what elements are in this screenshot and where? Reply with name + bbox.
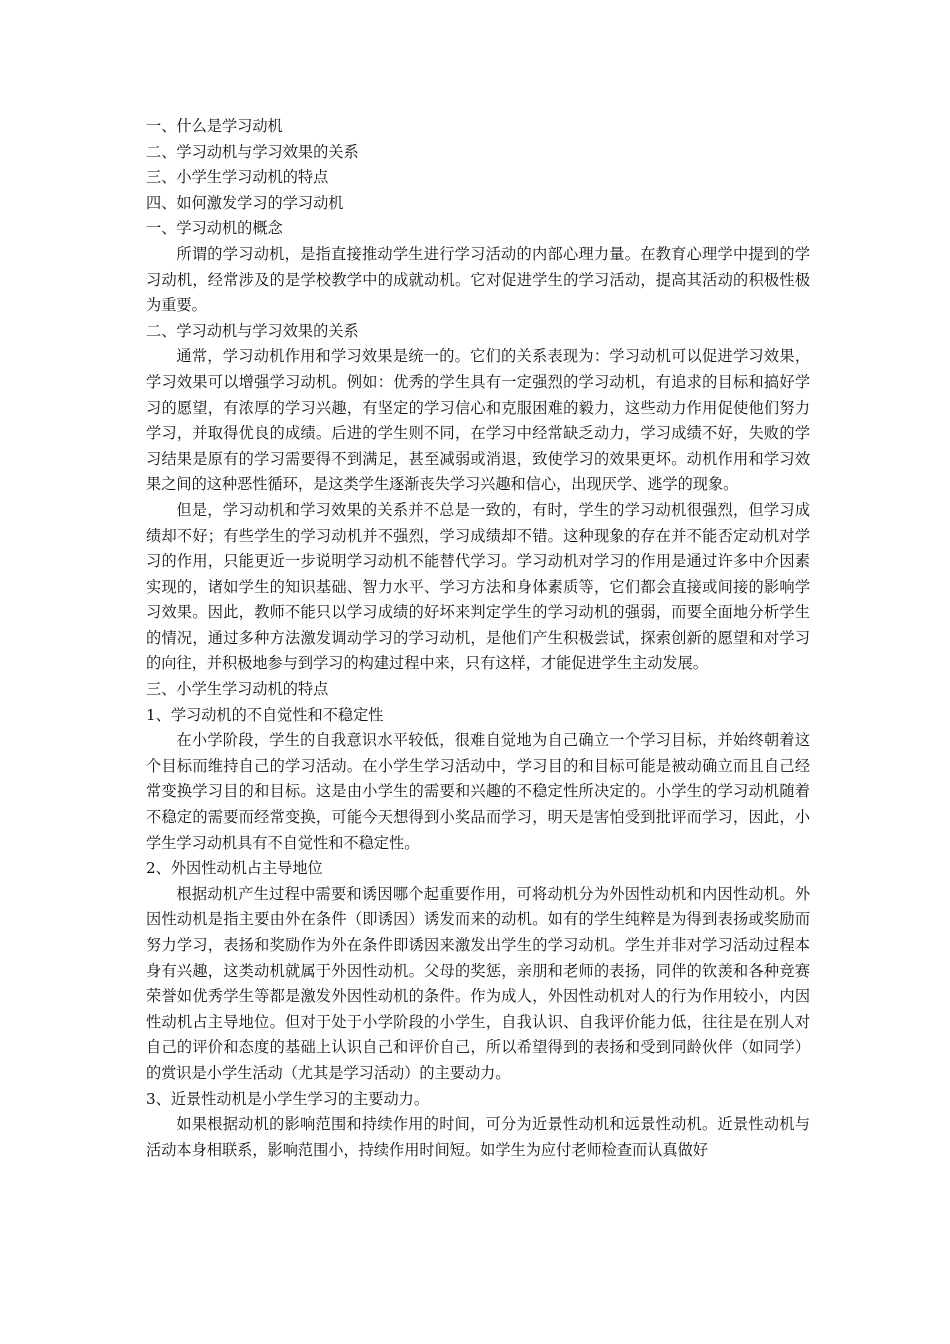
subsection-heading-2: 2、外因性动机占主导地位 xyxy=(146,859,323,878)
document-page xyxy=(146,114,810,1163)
subsection-heading-1: 1、学习动机的不自觉性和不稳定性 xyxy=(146,705,384,724)
subsection-1-paragraph-1: 在小学阶段，学生的自我意识水平较低，很难自觉地为自己确立一个学习目标，并始终朝着这个目标而维持自己的学习活动。在小学生学习活动中，学习目的和目标可能是被动确立而且自己经常变换学习目的和目标。这是由小学生的需要和兴趣的不稳定性所决定的。小学生的学习动机随着不稳定的需要而经常变换，可能今天想得到小奖品而学习，明天是害怕受到批评而学习，因此，小学生学习动机具有不自觉性和不稳定性。 xyxy=(146,731,810,852)
outline-item-1: 一、什么是学习动机 xyxy=(146,117,283,135)
section-2-paragraph-2: 但是，学习动机和学习效果的关系并不总是一致的，有时，学生的学习动机很强烈，但学习成绩却不好；有些学生的学习动机并不强烈，学习成绩却不错。这种现象的存在并不能否定动机对学习的作用，只能更近一步说明学习动机不能替代学习。学习动机对学习的作用是通过许多中介因素实现的，诸如学生的知识基础、智力水平、学习方法和身体素质等，它们都会直接或间接的影响学习效果。因此，教师不能只以学习成绩的好坏来判定学生的学习动机的强弱，而要全面地分析学生的情况，通过多种方法激发调动学习的学习动机，是他们产生积极尝试，探索创新的愿望和对学习的向往，并积极地参与到学习的构建过程中来，只有这样，才能促进学生主动发展。 xyxy=(146,500,810,673)
section-1-paragraph-1: 所谓的学习动机，是指直接推动学生进行学习活动的内部心理力量。在教育心理学中提到的学习动机，经常涉及的是学校教学中的成就动机。它对促进学生的学习活动，提高其活动的积极性极为重要。 xyxy=(146,244,810,315)
outline-item-2: 二、学习动机与学习效果的关系 xyxy=(146,142,359,161)
section-heading-2: 二、学习动机与学习效果的关系 xyxy=(146,321,359,340)
subsection-heading-3: 3、近景性动机是小学生学习的主要动力。 xyxy=(146,1089,430,1108)
section-heading-1: 一、学习动机的概念 xyxy=(146,219,283,238)
section-heading-3: 三、小学生学习动机的特点 xyxy=(146,680,329,699)
section-2-paragraph-1: 通常，学习动机作用和学习效果是统一的。它们的关系表现为：学习动机可以促进学习效果，学习效果可以增强学习动机。例如：优秀的学生具有一定强烈的学习动机，有追求的目标和搞好学习的愿望，有浓厚的学习兴趣，有坚定的学习信心和克服困难的毅力，这些动力作用促使他们努力学习，并取得优良的成绩。后进的学生则不同，在学习中经常缺乏动力，学习成绩不好，失败的学习结果是原有的学习需要得不到满足，甚至减弱或消退，致使学习的效果更坏。动机作用和学习效果之间的这种恶性循环，是这类学生逐渐丧失学习兴趣和信心，出现厌学、逃学的现象。 xyxy=(146,347,810,494)
subsection-2-paragraph-1: 根据动机产生过程中需要和诱因哪个起重要作用，可将动机分为外因性动机和内因性动机。外因性动机是指主要由外在条件（即诱因）诱发而来的动机。如有的学生纯粹是为得到表扬或奖励而努力学习，表扬和奖励作为外在条件即诱因来激发出学生的学习动机。学生并非对学习活动过程本身有兴趣，这类动机就属于外因性动机。父母的奖惩，亲朋和老师的表扬，同伴的钦羡和各种竞赛荣誉如优秀学生等都是激发外因性动机的条件。作为成人，外因性动机对人的行为作用较小，内因性动机占主导地位。但对于处于小学阶段的小学生，自我认识、自我评价能力低，往往是在别人对自己的评价和态度的基础上认识自己和评价自己，所以希望得到的表扬和受到同龄伙伴（如同学）的赏识是小学生活动（尤其是学习活动）的主要动力。 xyxy=(146,884,810,1082)
subsection-3-paragraph-1: 如果根据动机的影响范围和持续作用的时间，可分为近景性动机和远景性动机。近景性动机与活动本身相联系，影响范围小，持续作用时间短。如学生为应付老师检查而认真做好 xyxy=(146,1115,810,1159)
outline-item-4: 四、如何激发学习的学习动机 xyxy=(146,193,344,212)
outline-item-3: 三、小学生学习动机的特点 xyxy=(146,168,329,187)
